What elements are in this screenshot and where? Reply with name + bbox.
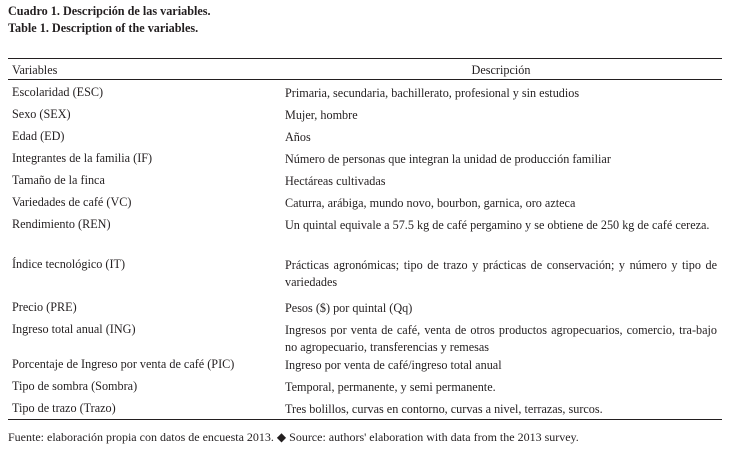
variable-cell: Edad (ED) xyxy=(12,129,65,143)
description-cell: Mujer, hombre xyxy=(285,108,358,122)
description-cell: Un quintal equivale a 57.5 kg de café pergamino y se obtiene de 250 kg de café cereza. xyxy=(285,218,710,232)
description-cell: Hectáreas cultivadas xyxy=(285,174,386,188)
variable-cell: Tamaño de la finca xyxy=(12,173,105,187)
variable-cell: Tipo de trazo (Trazo) xyxy=(12,401,116,415)
variable-cell: Precio (PRE) xyxy=(12,300,77,314)
description-cell: Número de personas que integran la unidad de producción familiar xyxy=(285,152,611,166)
header-variables: Variables xyxy=(12,63,58,77)
variable-cell: Integrantes de la familia (IF) xyxy=(12,151,153,165)
variable-cell: Ingreso total anual (ING) xyxy=(12,322,136,336)
description-cell: Ingreso por venta de café/ingreso total anual xyxy=(285,358,502,372)
footnote: Fuente: elaboración propia con datos de encuesta 2013. ◆ Source: authors' elaboration with data from the 2013 survey. xyxy=(8,430,579,444)
variable-cell: Rendimiento (REN) xyxy=(12,217,111,231)
description-cell: Prácticas agronómicas; tipo de trazo y prácticas de conservación; y número y tipo de variedades xyxy=(285,258,717,289)
table-top-rule xyxy=(8,58,722,59)
description-cell: Temporal, permanente, y semi permanente. xyxy=(285,380,496,394)
caption-english: Table 1. Description of the variables. xyxy=(8,21,199,35)
variable-cell: Sexo (SEX) xyxy=(12,107,71,121)
variable-cell: Tipo de sombra (Sombra) xyxy=(12,379,138,393)
variable-cell: Porcentaje de Ingreso por venta de café (PIC) xyxy=(12,357,235,371)
variable-cell: Escolaridad (ESC) xyxy=(12,85,104,99)
description-cell: Ingresos por venta de café, venta de otros productos agropecuarios, comercio, tra-bajo no agropecuario, transferencias y remesas xyxy=(285,323,717,354)
description-cell: Tres bolillos, curvas en contorno, curvas a nivel, terrazas, surcos. xyxy=(285,402,603,416)
description-cell: Caturra, arábiga, mundo novo, bourbon, garnica, oro azteca xyxy=(285,196,576,210)
header-description: Descripción xyxy=(471,63,531,77)
variable-cell: Índice tecnológico (IT) xyxy=(12,257,126,271)
description-cell: Primaria, secundaria, bachillerato, profesional y sin estudios xyxy=(285,86,580,100)
description-cell: Pesos ($) por quintal (Qq) xyxy=(285,301,413,315)
variable-cell: Variedades de café (VC) xyxy=(12,195,132,209)
description-cell: Años xyxy=(285,130,311,144)
caption-spanish: Cuadro 1. Descripción de las variables. xyxy=(8,4,211,18)
header-rule xyxy=(8,79,722,80)
table-bottom-rule xyxy=(8,419,722,420)
